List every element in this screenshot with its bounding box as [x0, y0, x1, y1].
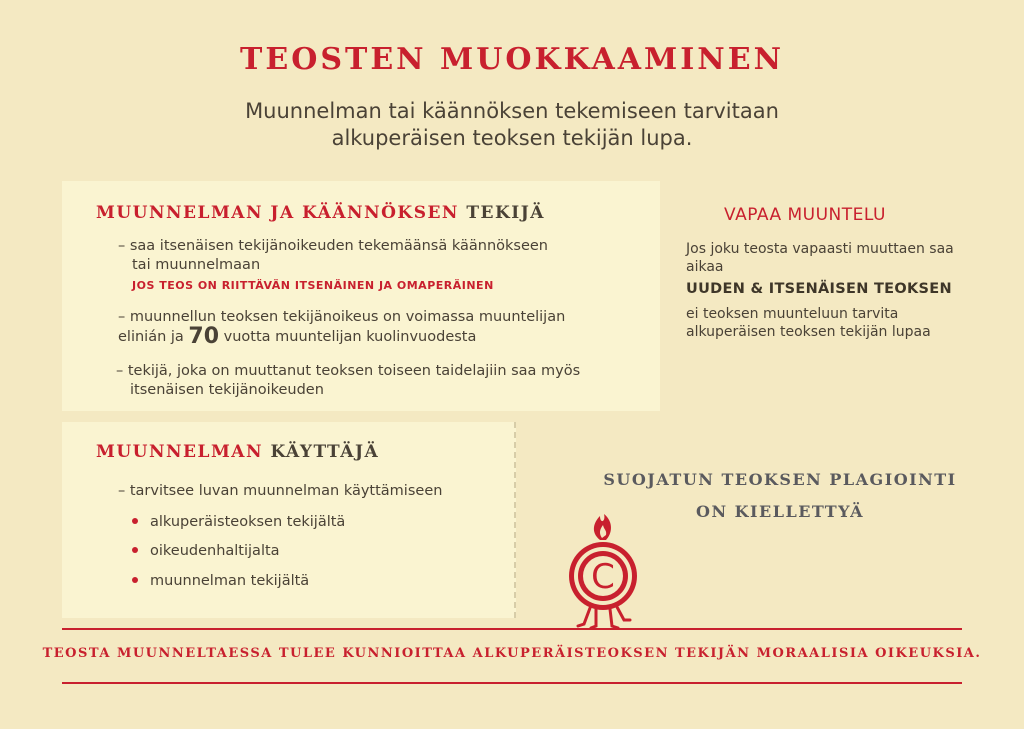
page-title: TEOSTEN MUOKKAAMINEN — [240, 42, 784, 77]
subtitle-line-2: alkuperäisen teoksen tekijän lupa. — [331, 126, 693, 150]
footer-text: TEOSTA MUUNNELTAESSA TULEE KUNNIOITTAA ALKUPERÄISTEOKSEN TEKIJÄN MORAALISIA OIKEUKSIA. — [42, 646, 982, 661]
user-bullet-1-text: alkuperäisteoksen tekijältä — [150, 514, 346, 530]
footer-rule-bottom — [62, 682, 962, 684]
user-intro: – tarvitsee luvan muunnelman käyttämiseen — [118, 483, 443, 499]
creator-condition: JOS TEOS ON RIITTÄVÄN ITSENÄINEN JA OMAPERÄINEN — [132, 279, 494, 292]
user-heading — [96, 442, 379, 462]
user-bullet-3 — [132, 573, 309, 589]
free-adaptation-text-2: ei teoksen muunteluun tarvita alkuperäisen teoksen tekijän lupaa — [686, 306, 931, 340]
creator-item-3-line-1: – tekijä, joka on muuttanut teoksen toiseen taidelajiin saa myös — [116, 363, 581, 379]
user-bullet-3-text: muunnelman tekijältä — [150, 573, 310, 589]
copyright-mascot-icon — [560, 510, 650, 635]
creator-item-2-post: vuotta muuntelijan kuolinvuodesta — [219, 329, 477, 345]
free-adaptation-text-1: Jos joku teosta vapaasti muuttaen saa aikaa — [686, 241, 954, 275]
plagiarism-notice — [600, 464, 960, 528]
footer-rule-top — [62, 628, 962, 630]
creator-item-3-line-2: itsenäisen tekijänoikeuden — [130, 382, 324, 398]
user-bullet-2-text: oikeudenhaltijalta — [150, 543, 280, 559]
user-heading-dark: KÄYTTÄJÄ — [270, 442, 380, 462]
creator-item-1-line-2: tai muunnelmaan — [132, 257, 261, 273]
user-bullet-1 — [132, 514, 345, 530]
free-adaptation-heading: VAPAA MUUNTELU — [724, 205, 886, 225]
creator-item-1-line-1: – saa itsenäisen tekijänoikeuden tekemäänsä käännökseen — [118, 238, 549, 254]
plagiarism-line-1: SUOJATUN TEOKSEN PLAGIOINTI — [603, 470, 957, 489]
bullet-dot-icon — [132, 547, 138, 553]
copyright-symbol: C — [591, 557, 615, 597]
creator-heading — [96, 203, 545, 223]
creator-heading-red: MUUNNELMAN JA KÄÄNNÖKSEN — [96, 203, 467, 223]
user-panel — [62, 422, 516, 618]
creator-item-2-line-1: – muunnellun teoksen tekijänoikeus on voimassa muuntelijan — [118, 309, 566, 325]
creator-item-2-number: 70 — [188, 324, 220, 349]
user-heading-red: MUUNNELMAN — [96, 442, 271, 462]
plagiarism-line-2: ON KIELLETTYÄ — [696, 502, 864, 521]
page-subtitle — [0, 98, 1024, 152]
bullet-dot-icon — [132, 518, 138, 524]
bullet-dot-icon — [132, 577, 138, 583]
subtitle-line-1: Muunnelman tai käännöksen tekemiseen tarvitaan — [245, 99, 779, 123]
creator-panel — [62, 181, 660, 411]
creator-item-2-pre: elinián ja — [118, 329, 189, 345]
creator-heading-dark: TEKIJÄ — [466, 203, 545, 223]
free-adaptation-bold: UUDEN & ITSENÄISEN TEOKSEN — [686, 281, 952, 297]
creator-item-2-line-2 — [118, 324, 477, 349]
user-bullet-2 — [132, 543, 280, 559]
